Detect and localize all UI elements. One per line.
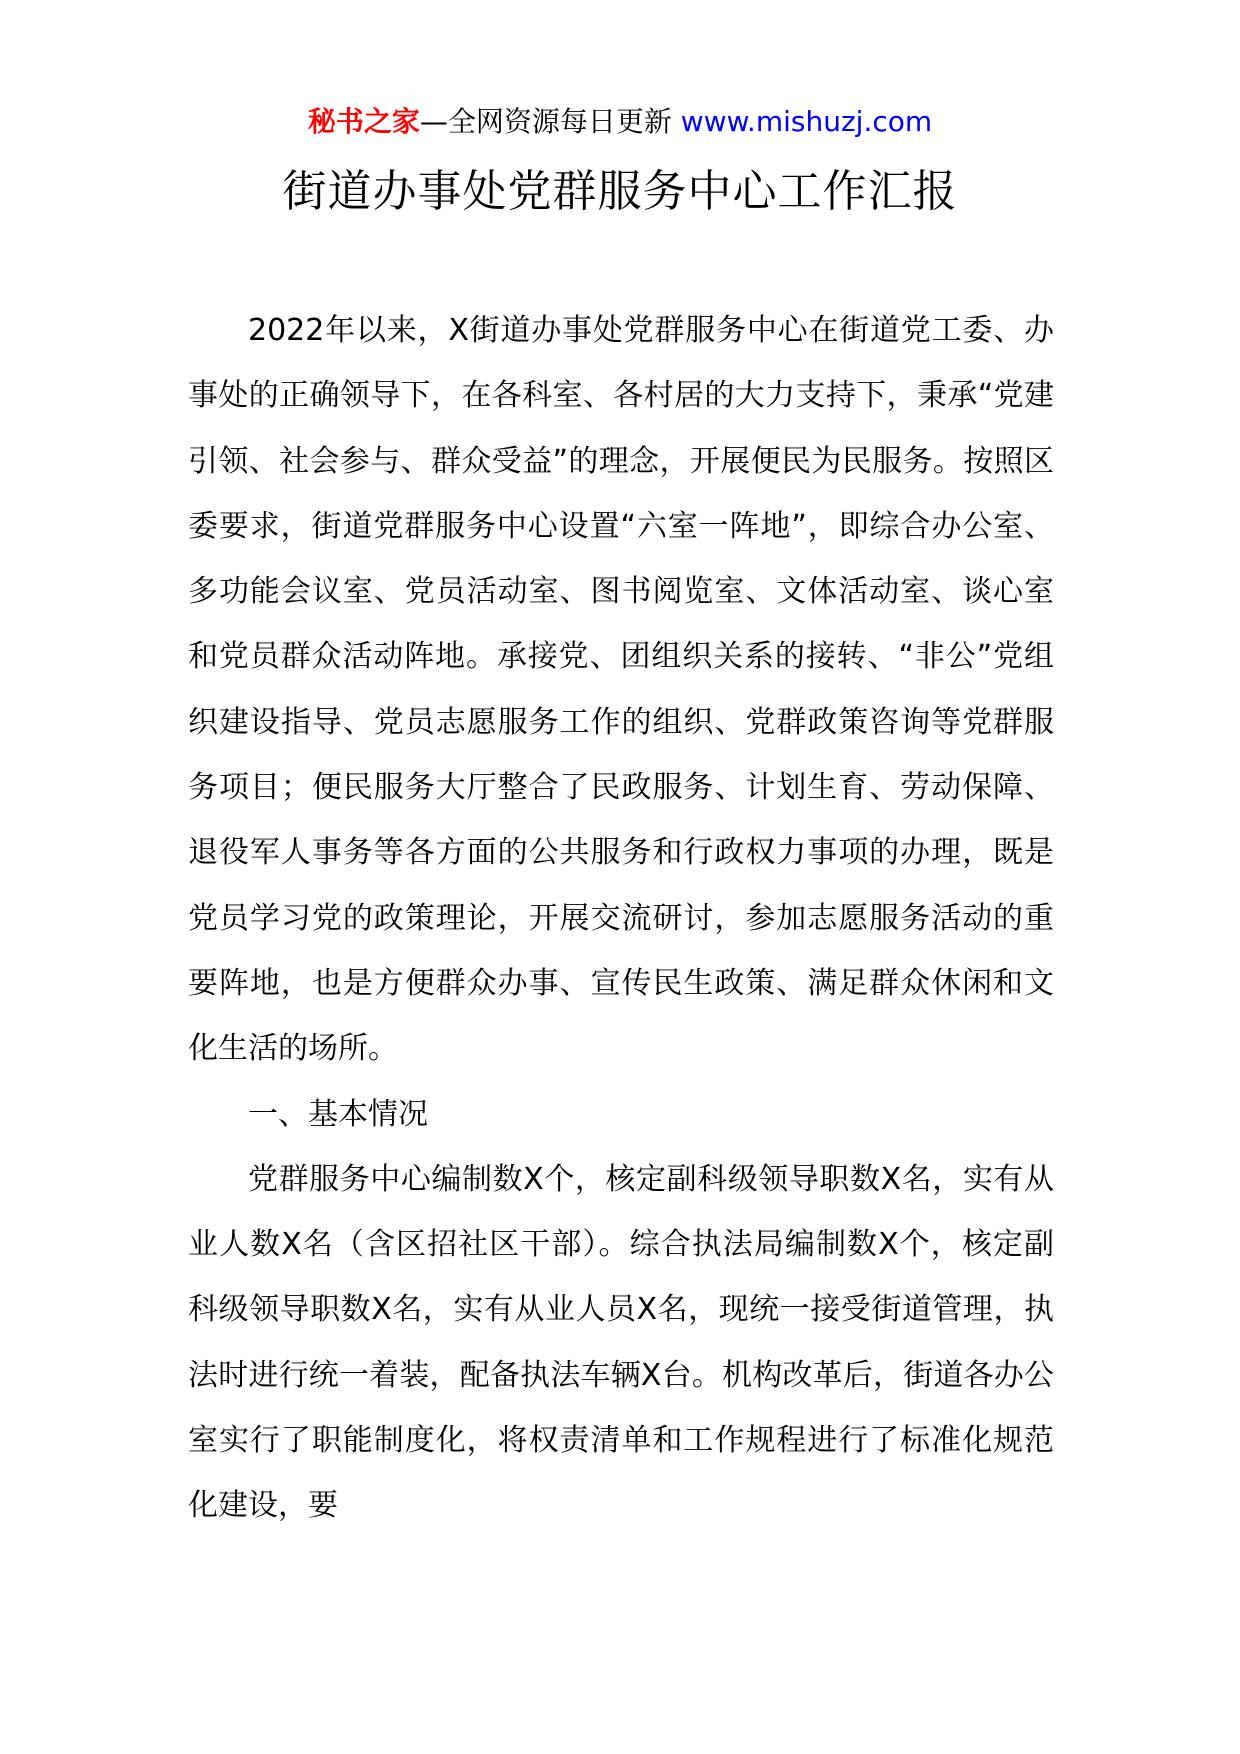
paragraph-basic-info: 党群服务中心编制数X个，核定副科级领导职数X名，实有从业人数X名（含区招社区干部）。综合执法局编制数X个，核定副科级领导职数X名，实有从业人员X名，现统一接受街道管理，执法时进行统一着装，配备执法车辆X台。机构改革后，街道各办公室实行了职能制度化，将权责清单和工作规程进行了标准化规范化建设，要 (188, 1161, 1054, 1524)
document-title: 街道办事处党群服务中心工作汇报 (282, 166, 958, 217)
site-url-link[interactable]: www.mishuzj.com (680, 105, 933, 138)
brand-name: 秘书之家 (307, 105, 420, 138)
header-tagline: —全网资源每日更新 (419, 105, 672, 138)
paragraph-intro: 2022年以来，X街道办事处党群服务中心在街道党工委、办事处的正确领导下，在各科室、各村居的大力支持下，秉承“党建引领、社会参与、群众受益”的理念，开展便民为民服务。按照区委要求，街道党群服务中心设置“六室一阵地”，即综合办公室、多功能会议室、党员活动室、图书阅览室、文体活动室、谈心室和党员群众活动阵地。承接党、团组织关系的接转、“非公”党组织建设指导、党员志愿服务工作的组织、党群政策咨询等党群服务项目；便民服务大厅整合了民政服务、计划生育、劳动保障、退役军人事务等各方面的公共服务和行政权力事项的办理，既是党员学习党的政策理论，开展交流研讨，参加志愿服务活动的重要阵地，也是方便群众办事、宣传民生政策、满足群众休闲和文化生活的场所。 (188, 313, 1054, 1067)
section-heading: 一、基本情况 (248, 1096, 428, 1132)
site-header (0, 102, 1240, 142)
document-body (188, 298, 1054, 1539)
